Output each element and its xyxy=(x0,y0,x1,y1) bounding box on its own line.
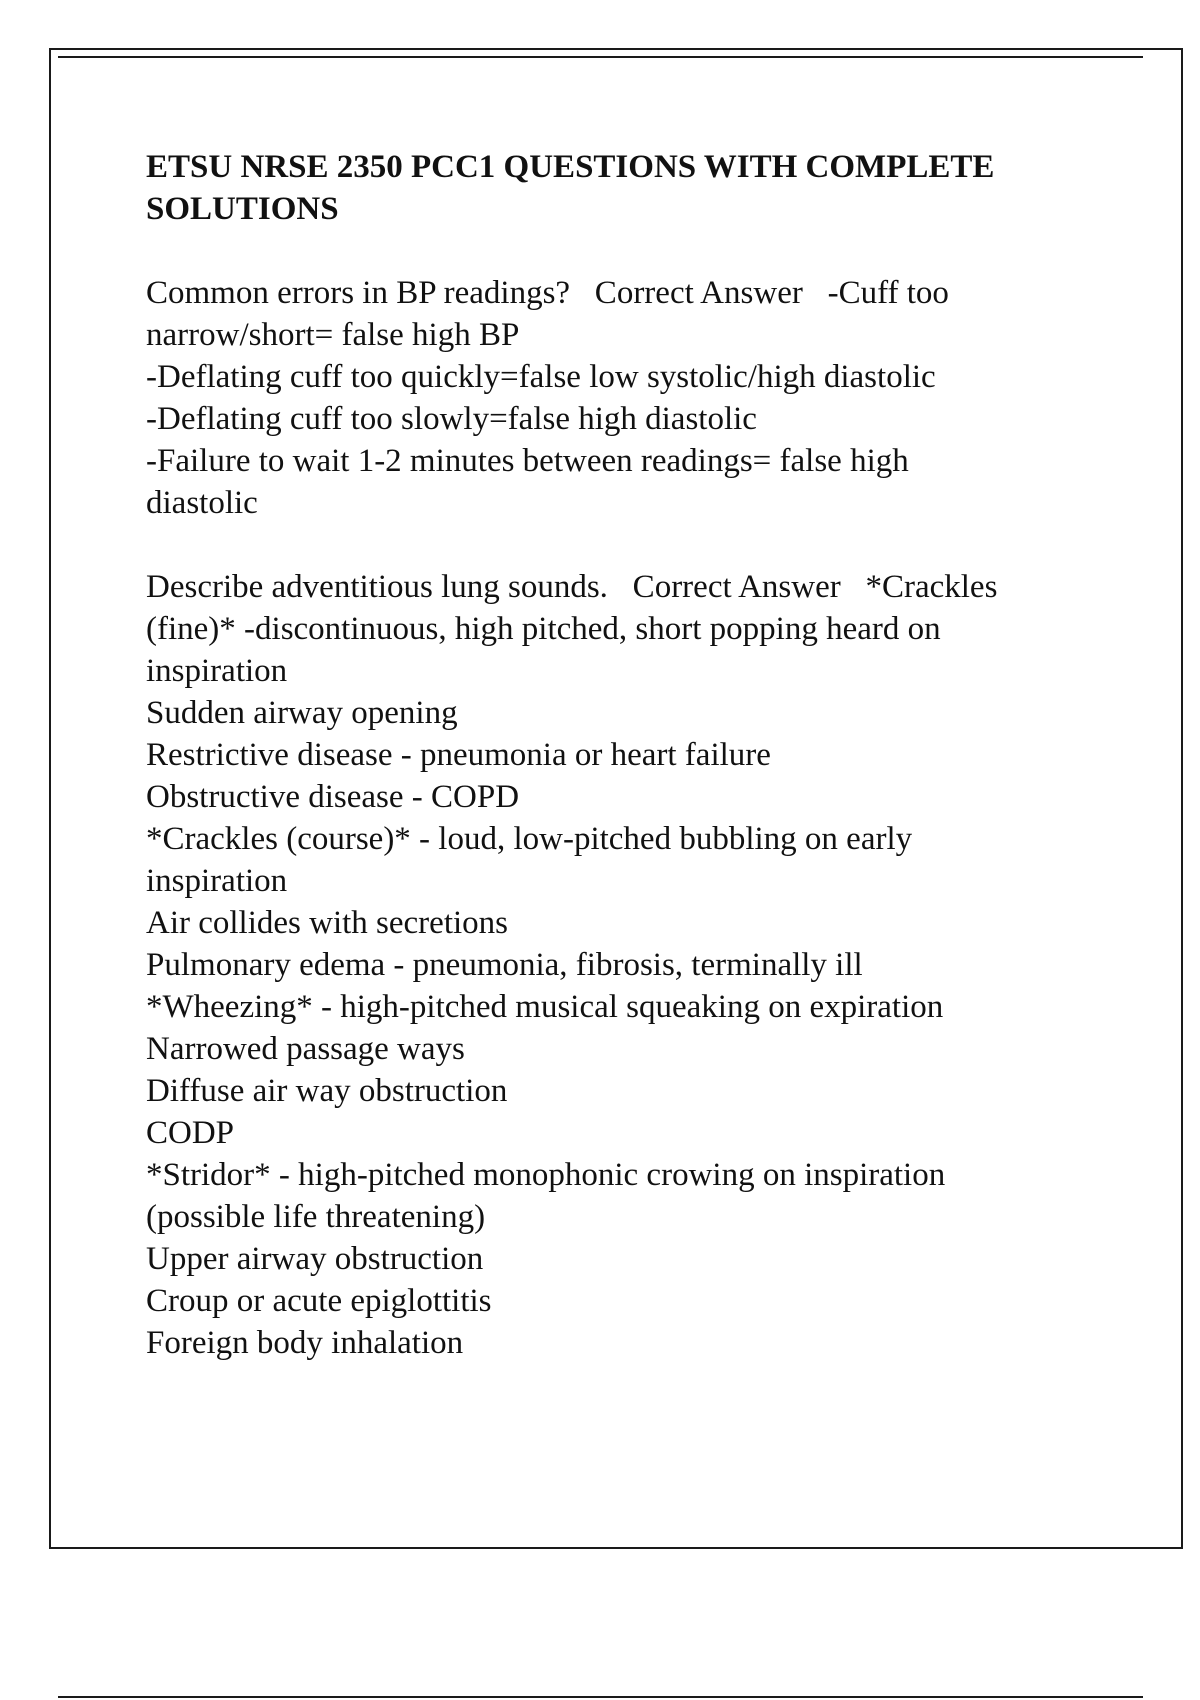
top-rule xyxy=(58,56,1143,58)
qa-line: Croup or acute epiglottitis xyxy=(146,1283,492,1319)
qa-line: inspiration xyxy=(146,863,288,899)
qa-line: Describe adventitious lung sounds. Correct Answer *Crackles xyxy=(146,569,998,605)
qa-line: Restrictive disease - pneumonia or heart failure xyxy=(146,737,771,773)
document-title xyxy=(146,146,1106,230)
qa-line: diastolic xyxy=(146,485,258,521)
qa-line: CODP xyxy=(146,1115,235,1151)
qa-lung-sounds xyxy=(146,566,1106,1364)
title-line: SOLUTIONS xyxy=(146,191,339,227)
qa-line: Diffuse air way obstruction xyxy=(146,1073,508,1109)
qa-line: -Deflating cuff too quickly=false low systolic/high diastolic xyxy=(146,359,936,395)
qa-line: Upper airway obstruction xyxy=(146,1241,484,1277)
qa-line: *Stridor* - high-pitched monophonic crowing on inspiration xyxy=(146,1157,946,1193)
qa-line: Narrowed passage ways xyxy=(146,1031,465,1067)
qa-line: Obstructive disease - COPD xyxy=(146,779,520,815)
title-line: ETSU NRSE 2350 PCC1 QUESTIONS WITH COMPLETE xyxy=(146,149,995,185)
qa-line: (fine)* -discontinuous, high pitched, short popping heard on xyxy=(146,611,941,647)
bottom-rule xyxy=(58,1696,1143,1698)
qa-line: narrow/short= false high BP xyxy=(146,317,520,353)
document-body xyxy=(146,146,1106,1406)
qa-line: (possible life threatening) xyxy=(146,1199,486,1235)
qa-line: inspiration xyxy=(146,653,288,689)
qa-line: Sudden airway opening xyxy=(146,695,458,731)
qa-line: Air collides with secretions xyxy=(146,905,509,941)
qa-line: -Deflating cuff too slowly=false high diastolic xyxy=(146,401,757,437)
qa-line: *Crackles (course)* - loud, low-pitched bubbling on early xyxy=(146,821,913,857)
qa-bp-errors xyxy=(146,272,1106,524)
qa-line: Common errors in BP readings? Correct Answer -Cuff too xyxy=(146,275,949,311)
qa-line: -Failure to wait 1-2 minutes between readings= false high xyxy=(146,443,909,479)
qa-line: Pulmonary edema - pneumonia, fibrosis, terminally ill xyxy=(146,947,863,983)
qa-line: *Wheezing* - high-pitched musical squeaking on expiration xyxy=(146,989,944,1025)
qa-line: Foreign body inhalation xyxy=(146,1325,464,1361)
